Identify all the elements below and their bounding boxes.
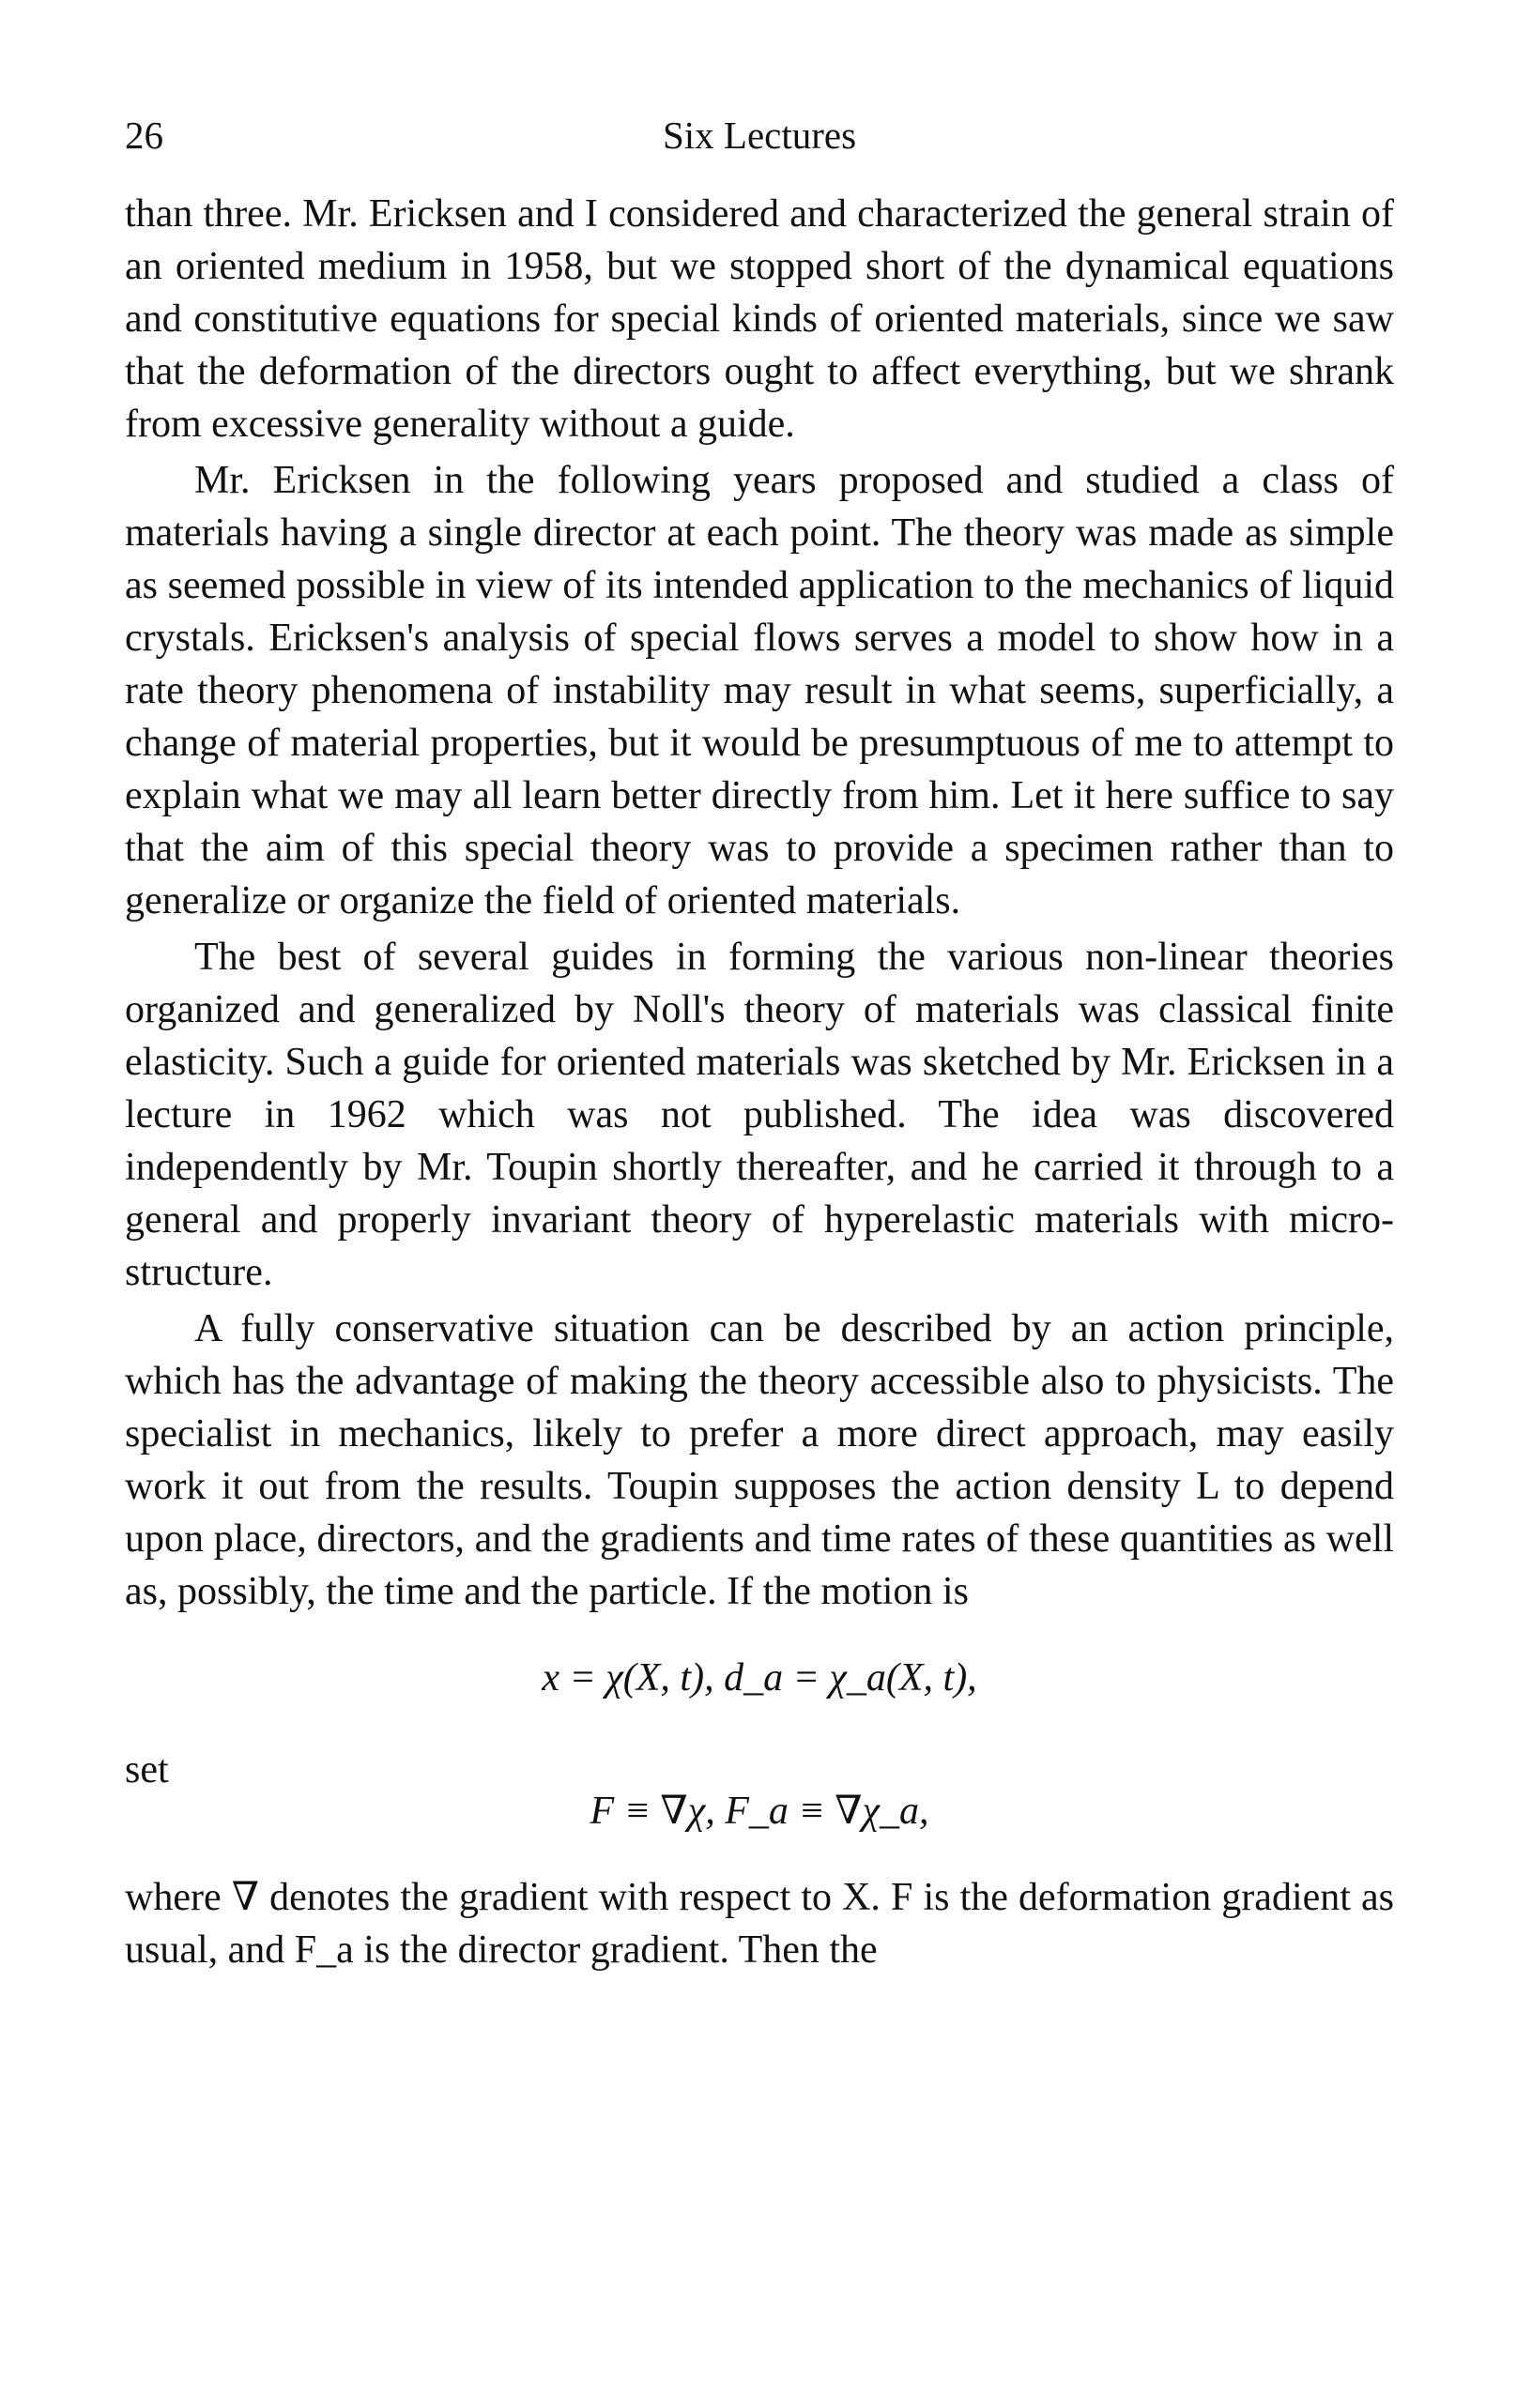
equation-motion: x = χ(X, t), d_a = χ_a(X, t),	[542, 1656, 977, 1699]
page-number: 26	[125, 114, 163, 157]
equation-gradient: F ≡ ∇χ, F_a ≡ ∇χ_a,	[590, 1790, 929, 1833]
paragraph-2: Mr. Ericksen in the following years proposed and studied a class of materials having a single director at each point. The theory was made as simple as seemed possible in view of its intended application to the mechanics of liquid crystals. Ericksen's analysis of special flows serves a model to show how in a rate theory phenomena of instability may result in what seems, superficially, a change of material properties, but it would be presumptuous of me to attempt to explain what we may all learn better directly from him. Let it here suffice to say that the aim of this special theory was to provide a specimen rather than to generalize or organize the field of oriented materials.	[125, 459, 1394, 922]
closing-paragraph: where ∇ denotes the gradient with respect to X. F is the deformation gradient as usual, and F_a is the director gradient. Then the	[125, 1876, 1394, 1972]
equation-label: set	[125, 1748, 169, 1791]
paragraph-1: than three. Mr. Ericksen and I considered and characterized the general strain of an oriented medium in 1958, but we stopped short of the dynamical equations and constitutive equations for special kinds of oriented materials, since we saw that the deformation of the directors ought to affect everything, but we shrank from excessive generality without a guide.	[125, 192, 1394, 446]
page-header	[125, 113, 1394, 178]
running-head: Six Lectures	[662, 114, 857, 157]
equation-block	[125, 1646, 1394, 1871]
paragraph-3: The best of several guides in forming the various non-linear theories organized and generalized by Noll's theory of materials was classical finite elasticity. Such a guide for oriented materials was sketched by Mr. Ericksen in a lecture in 1962 which was not published. The idea was discovered independently by Mr. Toupin shortly thereafter, and he carried it through to a general and properly invariant theory of hyperelastic materials with microstructure.	[125, 936, 1394, 1294]
paragraph-4: A fully conservative situation can be described by an action principle, which has the advantage of making the theory accessible also to physicists. The specialist in mechanics, likely to prefer a more direct approach, may easily work it out from the results. Toupin supposes the action density L to depend upon place, directors, and the gradients and time rates of these quantities as well as, possibly, the time and the particle. If the motion is	[125, 1307, 1394, 1613]
document-page	[125, 113, 1394, 1976]
